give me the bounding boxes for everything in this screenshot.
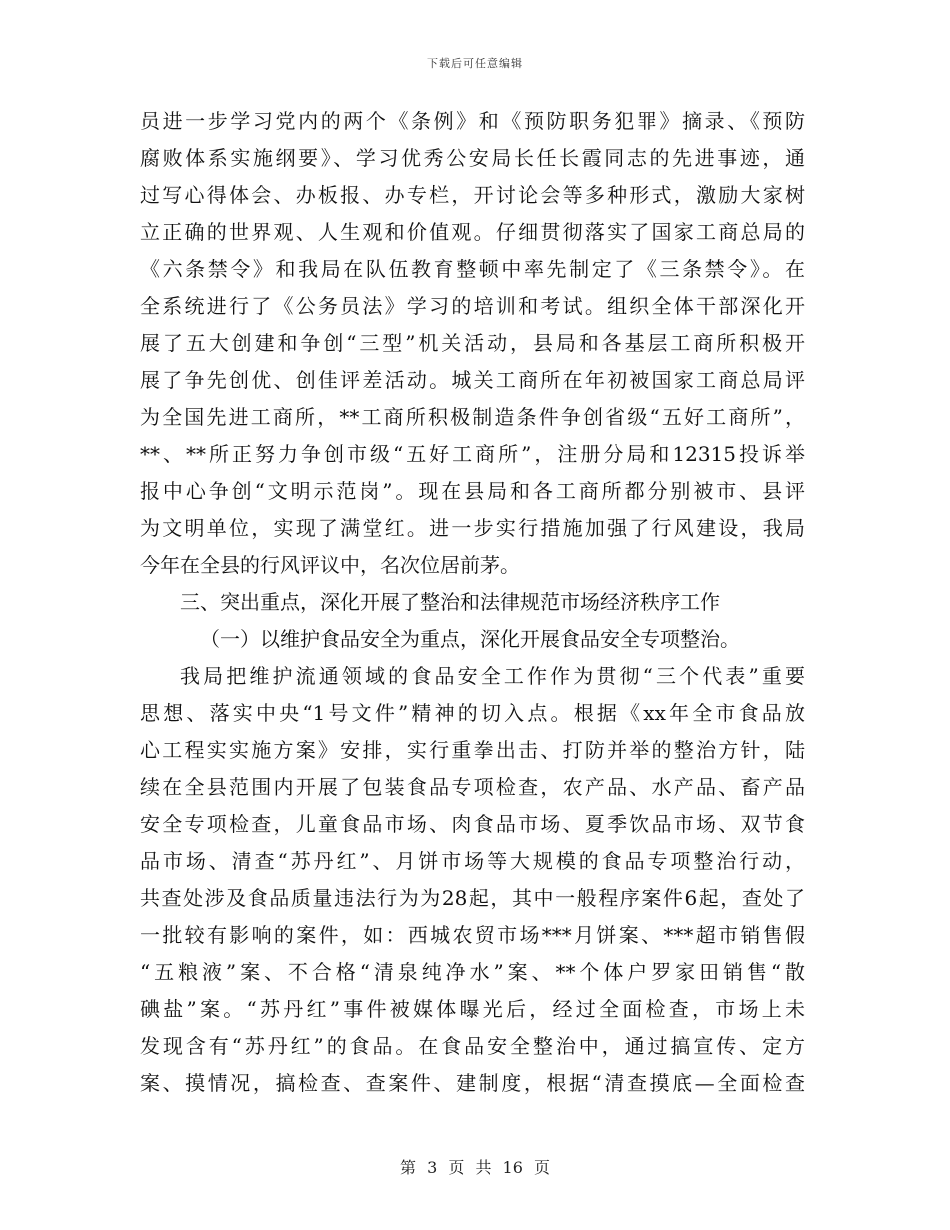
body-line: 我局把维护流通领域的食品安全工作作为贯彻“三个代表”重要 bbox=[180, 664, 805, 688]
body-line: **、**所正努力争创市级“五好工商所”，注册分局和12315投诉举 bbox=[140, 442, 805, 466]
body-line: 展了五大创建和争创“三型”机关活动，县局和各基层工商所积极开 bbox=[140, 331, 805, 355]
body-line: 共查处涉及食品质量违法行为为28起，其中一般程序案件6起，查处了 bbox=[140, 886, 805, 910]
body-line: 发现含有“苏丹红”的食品。在食品安全整治中，通过搞宣传、定方 bbox=[140, 1034, 805, 1058]
body-line: 为文明单位，实现了满堂红。进一步实行措施加强了行风建设，我局 bbox=[140, 516, 805, 540]
body-line: 安全专项检查，儿童食品市场、肉食品市场、夏季饮品市场、双节食 bbox=[140, 812, 805, 836]
body-line: 一批较有影响的案件，如：西城农贸市场***月饼案、***超市销售假 bbox=[140, 923, 805, 947]
body-line: 为全国先进工商所，**工商所积极制造条件争创省级“五好工商所”， bbox=[140, 405, 805, 429]
body-line: 立正确的世界观、人生观和价值观。仔细贯彻落实了国家工商总局的 bbox=[140, 220, 805, 244]
body-line: 员进一步学习党内的两个《条例》和《预防职务犯罪》摘录、《预防 bbox=[140, 109, 805, 133]
body-line: 思想、落实中央“1号文件”精神的切入点。根据《xx年全市食品放 bbox=[140, 701, 805, 725]
body-line: 续在全县范围内开展了包装食品专项检查，农产品、水产品、畜产品 bbox=[140, 775, 805, 799]
body-line: 报中心争创“文明示范岗”。现在县局和各工商所都分别被市、县评 bbox=[140, 479, 805, 503]
body-line: “五粮液”案、不合格“清泉纯净水”案、**个体户罗家田销售“散 bbox=[140, 960, 805, 984]
body-line: 全系统进行了《公务员法》学习的培训和考试。组织全体干部深化开 bbox=[140, 294, 805, 318]
subsection-heading: （一）以维护食品安全为重点，深化开展食品安全专项整治。 bbox=[200, 627, 740, 651]
document-body bbox=[140, 103, 805, 1102]
body-line: 腐败体系实施纲要》、学习优秀公安局长任长霞同志的先进事迹，通 bbox=[140, 146, 805, 170]
body-line: 《六条禁令》和我局在队伍教育整顿中率先制定了《三条禁令》。在 bbox=[140, 257, 805, 281]
body-line: 过写心得体会、办板报、办专栏，开讨论会等多种形式，激励大家树 bbox=[140, 183, 805, 207]
body-line: 品市场、清查“苏丹红”、月饼市场等大规模的食品专项整治行动， bbox=[140, 849, 805, 873]
body-line: 碘盐”案。“苏丹红”事件被媒体曝光后，经过全面检查，市场上未 bbox=[140, 997, 805, 1021]
section-heading: 三、突出重点，深化开展了整治和法律规范市场经济秩序工作 bbox=[180, 590, 720, 614]
page-header-note: 下载后可任意编辑 bbox=[427, 57, 523, 70]
page-number: 第 3 页 共 16 页 bbox=[400, 1158, 550, 1177]
body-line: 案、摸情况，搞检查、查案件、建制度，根据“清查摸底—全面检查 bbox=[140, 1071, 805, 1095]
body-line: 心工程实实施方案》安排，实行重拳出击、打防并举的整治方针，陆 bbox=[140, 738, 805, 762]
body-line: 展了争先创优、创佳评差活动。城关工商所在年初被国家工商总局评 bbox=[140, 368, 805, 392]
body-line: 今年在全县的行风评议中，名次位居前茅。 bbox=[140, 553, 520, 577]
